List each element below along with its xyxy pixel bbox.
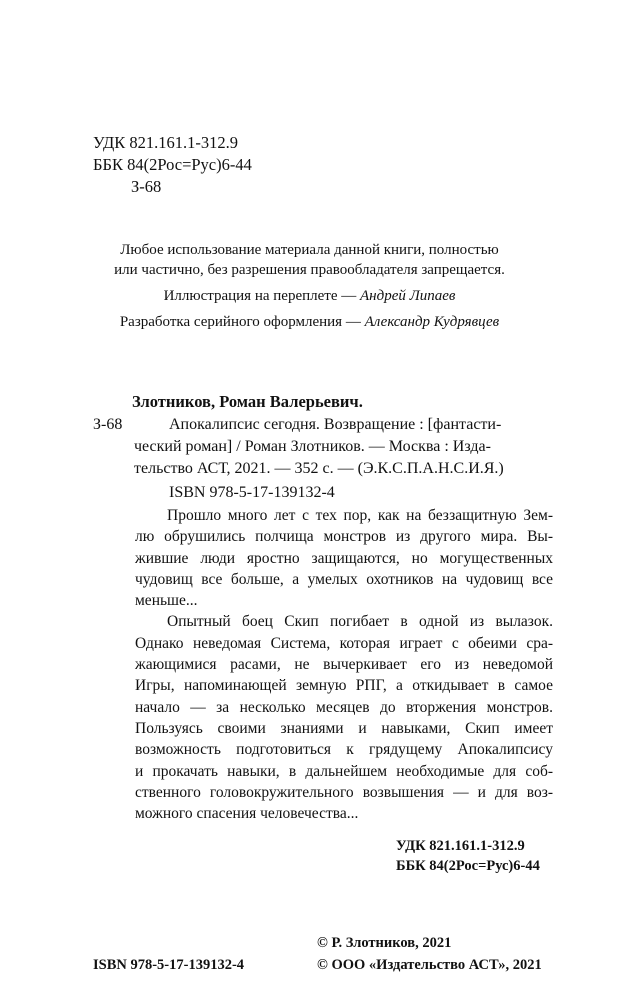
annotation-line: лю обрушились полчища монстров из другого мира. Вы- <box>135 528 553 546</box>
annotation-line: жившие люди яростно защищаются, но могущественных <box>135 549 553 567</box>
copyright-publisher: © ООО «Издательство АСТ», 2021 <box>317 957 542 973</box>
annotation-line: ственного головокружительного возвышения — и для воз- <box>135 783 553 801</box>
annotation <box>135 505 553 824</box>
card-author: Злотников, Роман Валерьевич. <box>132 392 363 411</box>
annotation-line: Опытный боец Скип погибает в одной из вылазок. <box>167 613 553 631</box>
annotation-line: Пользуясь своими знаниями и навыками, Скип имеет <box>135 719 553 737</box>
annotation-line: возможность подготовиться к грядущему Апокалипсису <box>135 741 553 759</box>
annotation-line: чудовищ все больше, а умелых охотников на чудовищ все <box>135 570 553 588</box>
card-isbn: ISBN 978-5-17-139132-4 <box>169 484 335 501</box>
series-design-credit <box>0 312 619 332</box>
biblio-line-2: ческий роман] / Роман Злотников. — Москва : Изда- <box>134 438 491 455</box>
card-bbk: ББК 84(2Рос=Рус)6-44 <box>396 858 540 874</box>
annotation-line: жающимися расами, не вычеркивает его из неведомой <box>135 656 553 674</box>
footer-isbn: ISBN 978-5-17-139132-4 <box>93 957 245 973</box>
bbk-code: ББК 84(2Рос=Рус)6-44 <box>93 155 252 174</box>
series-design-label: Разработка серийного оформления — <box>119 314 365 330</box>
notice-line-1: Любое использование материала данной книги, полностью <box>120 242 499 258</box>
annotation-line: меньше... <box>135 592 198 610</box>
udk-code: УДК 821.161.1-312.9 <box>93 133 239 152</box>
annotation-line: Игры, напоминающей земную РПГ, а откидывает в самое <box>135 677 553 695</box>
copyright-author: © Р. Злотников, 2021 <box>317 935 452 951</box>
annotation-line: и прокачать навыки, в дальнейшем необходимые для соб- <box>135 762 553 780</box>
biblio-line-3: тельство АСТ, 2021. — 352 с. — (Э.К.С.П.А.Н.С.И.Я.) <box>134 460 504 477</box>
card-udk: УДК 821.161.1-312.9 <box>396 838 525 854</box>
notice-line-2: или частично, без разрешения правообладателя запрещается. <box>114 262 505 278</box>
illustration-label: Иллюстрация на переплете — <box>163 288 360 304</box>
author-mark: З-68 <box>131 177 162 196</box>
annotation-line: Однако неведомая Система, которая играет с обеими сра- <box>135 634 553 652</box>
card-author-mark: З-68 <box>93 416 123 433</box>
series-design-name: Александр Кудрявцев <box>364 314 500 330</box>
annotation-line: Прошло много лет с тех пор, как на беззащитную Зем- <box>167 507 553 524</box>
illustration-credit <box>0 286 619 306</box>
annotation-line: можного спасения человечества... <box>135 805 359 823</box>
biblio-line-1: Апокалипсис сегодня. Возвращение : [фантасти- <box>169 416 502 433</box>
illustration-name: Андрей Липаев <box>360 288 456 304</box>
annotation-line: начало — за несколько месяцев до вторжения монстров. <box>135 698 553 716</box>
